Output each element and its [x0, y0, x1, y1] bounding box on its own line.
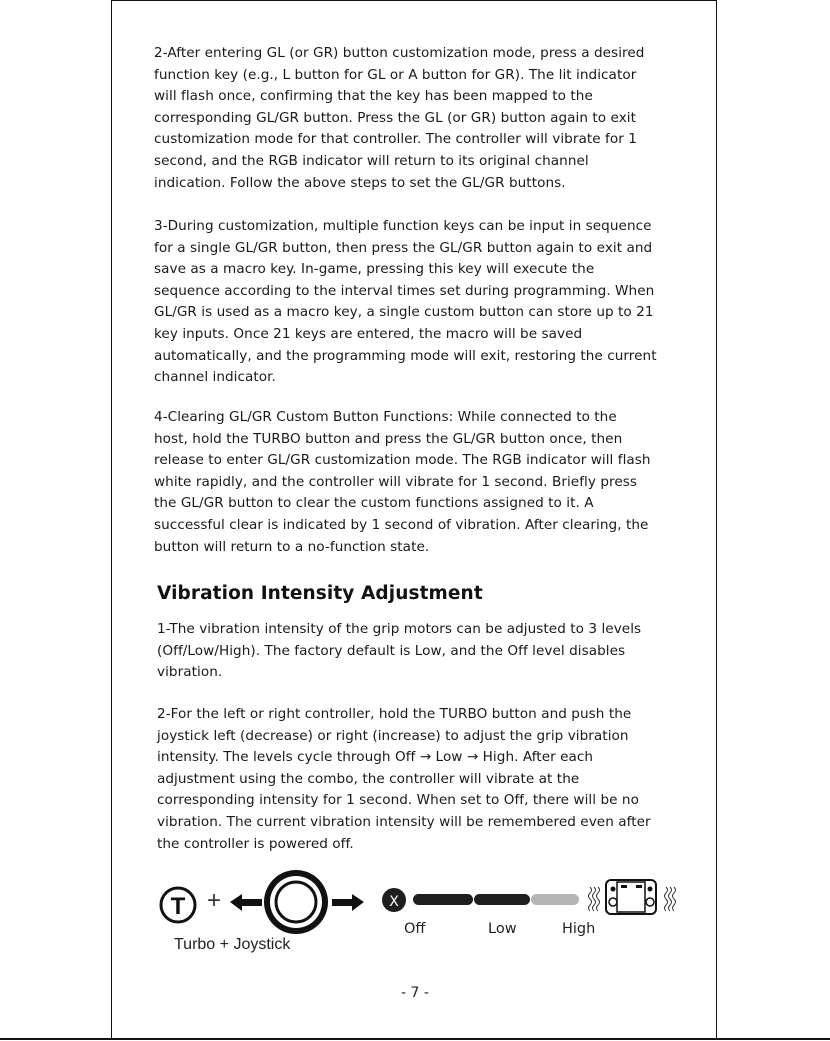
text-line: automatically, and the programming mode will exit, restoring the current: [154, 347, 657, 364]
section-heading: Vibration Intensity Adjustment: [157, 583, 483, 604]
text-line: GL/GR is used as a macro key, a single custom button can store up to 21: [154, 304, 654, 321]
plus-symbol: +: [206, 887, 222, 914]
paragraph-step-4: [154, 407, 651, 558]
text-line: joystick left (decrease) or right (increase) to adjust the grip vibration: [157, 727, 629, 744]
level-bar-low: [474, 894, 530, 905]
text-line: the GL/GR button to clear the custom functions assigned to it. A: [154, 495, 594, 512]
page-number: - 7 -: [401, 985, 429, 1001]
text-line: for a single GL/GR button, then press the GL/GR button again to exit and: [154, 239, 653, 256]
text-line: host, hold the TURBO button and press the GL/GR button once, then: [154, 430, 623, 447]
vibration-paragraph-1: [157, 619, 641, 684]
paragraph-step-3: [154, 216, 657, 389]
text-line: 2-After entering GL (or GR) button customization mode, press a desired: [154, 45, 645, 61]
text-line: channel indicator.: [154, 369, 276, 386]
arrow-right-icon: [332, 894, 364, 911]
combo-label: Turbo + Joystick: [174, 936, 291, 953]
text-line: adjustment using the combo, the controller will vibrate at the: [157, 770, 580, 787]
text-line: customization mode for that controller. The controller will vibrate for 1: [154, 131, 637, 148]
vibration-waves-right-icon: [665, 887, 676, 911]
text-line: 2-For the left or right controller, hold the TURBO button and push the: [157, 706, 632, 722]
off-symbol: X: [389, 894, 399, 910]
level-label-low: Low: [488, 921, 517, 937]
level-label-high: High: [562, 921, 596, 937]
text-line: 1-The vibration intensity of the grip motors can be adjusted to 3 levels: [157, 621, 642, 637]
text-line: 4-Clearing GL/GR Custom Button Functions: While connected to the: [154, 409, 617, 425]
text-line: sequence according to the interval times set during programming. When: [154, 282, 655, 299]
controller-icon: [606, 880, 656, 914]
text-line: key inputs. Once 21 keys are entered, the macro will be saved: [154, 325, 583, 342]
text-line: vibration. The current vibration intensity will be remembered even after: [157, 813, 651, 830]
text-line: corresponding GL/GR button. Press the GL (or GR) button again to exit: [154, 109, 637, 126]
vibration-paragraph-2: [157, 704, 651, 855]
text-line: intensity. The levels cycle through Off → Low → High. After each: [157, 749, 594, 766]
text-line: white rapidly, and the controller will vibrate for 1 second. Briefly press: [154, 473, 638, 490]
text-line: save as a macro key. In-game, pressing this key will execute the: [154, 261, 595, 278]
turbo-symbol: T: [170, 893, 186, 920]
text-line: indication. Follow the above steps to set the GL/GR buttons.: [154, 174, 566, 191]
text-line: release to enter GL/GR customization mode. The RGB indicator will flash: [154, 452, 651, 469]
text-line: corresponding intensity for 1 second. When set to Off, there will be no: [157, 792, 639, 809]
turbo-button-icon: [161, 888, 195, 922]
text-line: the controller is powered off.: [157, 835, 354, 852]
text-line: second, and the RGB indicator will return to its original channel: [154, 152, 589, 169]
paragraph-step-2: [154, 43, 644, 194]
level-bar-off: [413, 894, 473, 905]
text-line: will flash once, confirming that the key has been mapped to the: [154, 88, 593, 105]
text-line: 3-During customization, multiple function keys can be input in sequence: [154, 218, 652, 234]
text-line: function key (e.g., L button for GL or A button for GR). The lit indicator: [154, 66, 637, 83]
level-label-off: Off: [404, 921, 426, 937]
vibration-waves-left-icon: [589, 887, 600, 911]
text-line: (Off/Low/High). The factory default is Low, and the Off level disables: [157, 642, 626, 659]
bottom-rule: [0, 1038, 830, 1040]
text-line: button will return to a no-function state.: [154, 538, 430, 555]
off-icon: [382, 888, 406, 912]
level-bar-high: [531, 894, 579, 905]
joystick-icon: [264, 870, 328, 934]
arrow-left-icon: [230, 894, 262, 911]
text-line: successful clear is indicated by 1 second of vibration. After clearing, the: [154, 516, 649, 533]
text-line: vibration.: [157, 664, 223, 681]
